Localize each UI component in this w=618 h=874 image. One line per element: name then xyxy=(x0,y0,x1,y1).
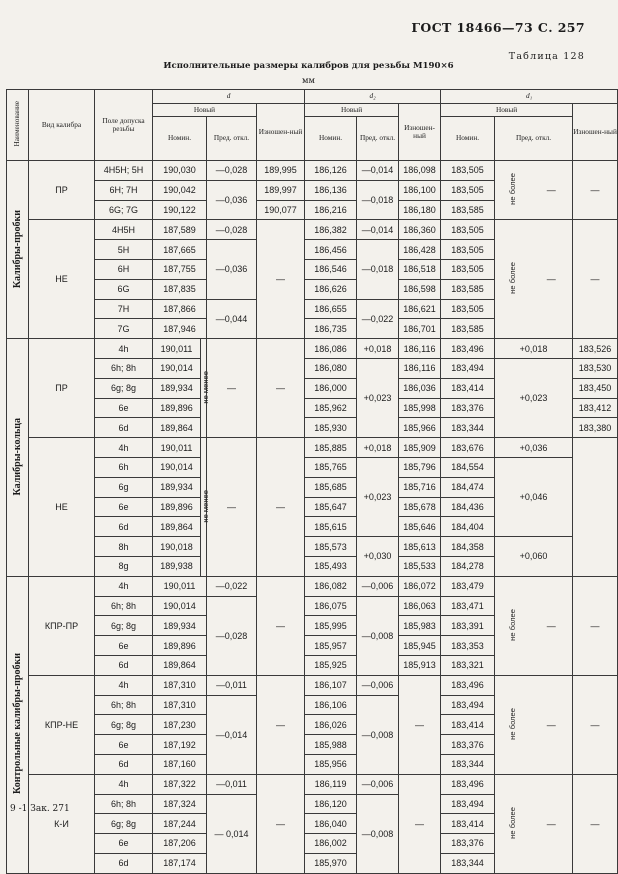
d-nominal: 187,946 xyxy=(153,319,207,339)
table-number: Таблица 128 xyxy=(508,51,585,62)
d2-nominal: 186,216 xyxy=(305,200,357,220)
table-row xyxy=(7,774,618,794)
d2-nominal: 185,956 xyxy=(305,754,357,774)
d1-nominal: 184,358 xyxy=(441,537,495,557)
d2-deviation: +0,023 xyxy=(357,457,399,536)
d2-nom-header: Номин. xyxy=(305,117,357,161)
d2-nominal: 186,456 xyxy=(305,240,357,260)
d-limit-note: не менее xyxy=(201,339,207,438)
d-nominal: 190,014 xyxy=(153,457,201,477)
d-worn: 190,077 xyxy=(257,200,305,220)
d2-nominal: 186,026 xyxy=(305,715,357,735)
d-nominal: 187,324 xyxy=(153,794,207,814)
table-row xyxy=(7,358,618,378)
d-worn: — xyxy=(257,675,305,774)
d2-new-header: Новый xyxy=(305,104,399,117)
col-tol-header: Поле допуска резьбы xyxy=(95,90,153,161)
d1-nominal: 183,376 xyxy=(441,735,495,755)
gauge-kind: КПР-ПР xyxy=(29,576,95,675)
d1-nominal: 183,494 xyxy=(441,794,495,814)
d-nominal: 187,589 xyxy=(153,220,207,240)
tolerance-field: 6G; 7G xyxy=(95,200,153,220)
d1-deviation: — xyxy=(531,576,573,675)
d-nominal: 190,042 xyxy=(153,180,207,200)
gauge-kind: КПР-НЕ xyxy=(29,675,95,774)
d1-worn: 183,450 xyxy=(573,378,618,398)
col-d-header: d xyxy=(153,90,305,104)
tolerance-field: 4H5H xyxy=(95,220,153,240)
d2-worn: 185,998 xyxy=(399,398,441,418)
d-deviation: —0,028 xyxy=(207,220,257,240)
d1-nominal: 183,344 xyxy=(441,418,495,438)
d1-nominal: 183,585 xyxy=(441,319,495,339)
d2-worn: 186,098 xyxy=(399,161,441,181)
d1-nominal: 184,436 xyxy=(441,497,495,517)
d1-limit-note: не более xyxy=(495,576,531,675)
tolerance-field: 4h xyxy=(95,774,153,794)
d1-nominal: 183,676 xyxy=(441,438,495,458)
d2-worn: 185,945 xyxy=(399,636,441,656)
d-nominal: 187,230 xyxy=(153,715,207,735)
d2-nominal: 185,995 xyxy=(305,616,357,636)
d-worn: — xyxy=(257,220,305,339)
d2-deviation: —0,006 xyxy=(357,675,399,695)
d2-worn: 186,360 xyxy=(399,220,441,240)
d1-nominal: 183,414 xyxy=(441,715,495,735)
d1-nominal: 183,321 xyxy=(441,655,495,675)
d1-limit-note: не более xyxy=(495,774,531,873)
d2-nominal: 185,885 xyxy=(305,438,357,458)
d2-worn: 186,598 xyxy=(399,279,441,299)
standard-header: ГОСТ 18466—73 С. 257 xyxy=(411,20,585,35)
d-nominal: 189,938 xyxy=(153,556,201,576)
d-nominal: 190,122 xyxy=(153,200,207,220)
d1-nominal: 183,376 xyxy=(441,398,495,418)
d2-deviation: —0,014 xyxy=(357,161,399,181)
d-deviation: —0,036 xyxy=(207,240,257,299)
d2-nominal: 185,930 xyxy=(305,418,357,438)
d2-nominal: 185,765 xyxy=(305,457,357,477)
d2-worn: 185,613 xyxy=(399,537,441,557)
tolerance-field: 6h; 8h xyxy=(95,358,153,378)
tolerance-field: 5H xyxy=(95,240,153,260)
d-nominal: 187,866 xyxy=(153,299,207,319)
tolerance-field: 6d xyxy=(95,418,153,438)
table-units: мм xyxy=(302,75,315,85)
d-nominal: 190,018 xyxy=(153,537,201,557)
tolerance-field: 6d xyxy=(95,517,153,537)
d-worn-header: Изношен-ный xyxy=(257,104,305,161)
d1-limit-note: не более xyxy=(495,220,531,339)
d1-limit-note: не более xyxy=(495,161,531,220)
d2-nominal: 185,962 xyxy=(305,398,357,418)
d2-worn: 186,116 xyxy=(399,358,441,378)
d1-nominal: 183,344 xyxy=(441,853,495,873)
tolerance-field: 4h xyxy=(95,339,153,359)
tolerance-field: 6e xyxy=(95,834,153,854)
d1-nominal: 183,414 xyxy=(441,814,495,834)
d2-nominal: 186,002 xyxy=(305,834,357,854)
d1-nominal: 183,391 xyxy=(441,616,495,636)
d2-nominal: 186,086 xyxy=(305,339,357,359)
d2-deviation: —0,008 xyxy=(357,695,399,774)
d1-worn: 183,380 xyxy=(573,418,618,438)
d1-deviation: +0,018 xyxy=(495,339,573,359)
d1-nominal: 183,496 xyxy=(441,774,495,794)
d-nominal: 190,011 xyxy=(153,576,207,596)
d2-nominal: 185,957 xyxy=(305,636,357,656)
table-row xyxy=(7,438,618,458)
d1-nominal: 183,505 xyxy=(441,240,495,260)
d2-worn: 185,913 xyxy=(399,655,441,675)
gauge-dimensions-table xyxy=(6,89,618,874)
d2-nominal: 186,119 xyxy=(305,774,357,794)
d2-worn: 186,116 xyxy=(399,339,441,359)
d1-nominal: 183,479 xyxy=(441,576,495,596)
d2-nominal: 186,626 xyxy=(305,279,357,299)
d1-nominal: 183,585 xyxy=(441,200,495,220)
tolerance-field: 6G xyxy=(95,279,153,299)
d2-nominal: 186,000 xyxy=(305,378,357,398)
d2-nominal: 186,126 xyxy=(305,161,357,181)
d2-nominal: 186,040 xyxy=(305,814,357,834)
d-deviation: —0,011 xyxy=(207,774,257,794)
d2-nominal: 186,075 xyxy=(305,596,357,616)
d2-worn: 186,621 xyxy=(399,299,441,319)
d2-nominal: 186,082 xyxy=(305,576,357,596)
table-row xyxy=(7,537,618,557)
col-kind-header: Вид калибра xyxy=(29,90,95,161)
d-nominal: 190,014 xyxy=(153,596,207,616)
d2-worn: 186,428 xyxy=(399,240,441,260)
d2-worn: — xyxy=(399,774,441,873)
d1-nominal: 183,505 xyxy=(441,161,495,181)
d-limit-note: не менее xyxy=(201,438,207,577)
d-nominal: 189,896 xyxy=(153,398,201,418)
table-row xyxy=(7,220,618,240)
tolerance-field: 8h xyxy=(95,537,153,557)
d-worn: 189,995 xyxy=(257,161,305,181)
d2-nominal: 185,988 xyxy=(305,735,357,755)
d2-worn: 186,063 xyxy=(399,596,441,616)
d-nominal: 190,011 xyxy=(153,339,201,359)
d-nominal: 189,864 xyxy=(153,418,201,438)
d1-nominal: 184,404 xyxy=(441,517,495,537)
table-title: Исполнительные размеры калибров для резьбы М190×6 xyxy=(163,61,454,71)
d1-nominal: 183,414 xyxy=(441,378,495,398)
d-nominal: 187,322 xyxy=(153,774,207,794)
tolerance-field: 6e xyxy=(95,497,153,517)
tolerance-field: 6h; 8h xyxy=(95,596,153,616)
table-row xyxy=(7,457,618,477)
d2-worn: 186,180 xyxy=(399,200,441,220)
d-deviation: —0,028 xyxy=(207,161,257,181)
d-deviation: —0,036 xyxy=(207,180,257,220)
d-nominal: 190,030 xyxy=(153,161,207,181)
group-label: Калибры-кольца xyxy=(7,339,29,577)
table-row xyxy=(7,675,618,695)
d2-worn: 186,036 xyxy=(399,378,441,398)
gauge-kind: ПР xyxy=(29,339,95,438)
d2-deviation: +0,023 xyxy=(357,358,399,437)
d2-deviation: +0,018 xyxy=(357,438,399,458)
d-worn: 189,997 xyxy=(257,180,305,200)
d2-deviation: +0,018 xyxy=(357,339,399,359)
d1-worn: 183,530 xyxy=(573,358,618,378)
d1-deviation: +0,036 xyxy=(495,438,573,458)
d1-nominal: 184,278 xyxy=(441,556,495,576)
d2-worn: 185,983 xyxy=(399,616,441,636)
d1-nominal: 183,585 xyxy=(441,279,495,299)
d-deviation: —0,014 xyxy=(207,695,257,774)
d1-nominal: 183,496 xyxy=(441,675,495,695)
d2-deviation: —0,006 xyxy=(357,576,399,596)
d2-worn: 186,072 xyxy=(399,576,441,596)
tolerance-field: 6e xyxy=(95,398,153,418)
d-nominal: 189,896 xyxy=(153,636,207,656)
tolerance-field: 6h xyxy=(95,457,153,477)
d2-deviation: —0,008 xyxy=(357,794,399,873)
d2-worn: — xyxy=(399,675,441,774)
d1-deviation: +0,023 xyxy=(495,358,573,437)
d-nominal: 189,896 xyxy=(153,497,201,517)
d-nominal: 189,864 xyxy=(153,655,207,675)
d-worn: — xyxy=(257,438,305,577)
gauge-kind: НЕ xyxy=(29,220,95,339)
tolerance-field: 4h xyxy=(95,576,153,596)
d1-deviation: — xyxy=(531,220,573,339)
tolerance-field: 6e xyxy=(95,636,153,656)
d1-nominal: 183,505 xyxy=(441,259,495,279)
d-nominal: 189,934 xyxy=(153,616,207,636)
tolerance-field: 8g xyxy=(95,556,153,576)
d-nominal: 190,011 xyxy=(153,438,201,458)
d2-nominal: 186,120 xyxy=(305,794,357,814)
d2-worn: 185,966 xyxy=(399,418,441,438)
d1-worn: — xyxy=(573,675,618,774)
d1-worn: — xyxy=(573,576,618,675)
tolerance-field: 7G xyxy=(95,319,153,339)
d2-worn: 186,100 xyxy=(399,180,441,200)
d2-worn: 185,909 xyxy=(399,438,441,458)
d2-nominal: 186,382 xyxy=(305,220,357,240)
table-row xyxy=(7,161,618,181)
d1-nominal: 183,496 xyxy=(441,339,495,359)
d-deviation: —0,044 xyxy=(207,299,257,339)
gauge-kind: НЕ xyxy=(29,438,95,577)
d1-new-header: Новый xyxy=(441,104,573,117)
col-d2-header: d₂ xyxy=(305,90,441,104)
d-nominal: 189,864 xyxy=(153,517,201,537)
d1-nominal: 183,494 xyxy=(441,358,495,378)
d2-deviation: —0,014 xyxy=(357,220,399,240)
d1-worn: — xyxy=(573,220,618,339)
d2-nominal: 186,107 xyxy=(305,675,357,695)
gauge-kind: К-И xyxy=(29,774,95,873)
tolerance-field: 6H; 7H xyxy=(95,180,153,200)
d-nominal: 187,206 xyxy=(153,834,207,854)
d-nominal: 187,310 xyxy=(153,675,207,695)
d-nominal: 187,835 xyxy=(153,279,207,299)
d-nominal: 187,192 xyxy=(153,735,207,755)
d-nominal: 187,174 xyxy=(153,853,207,873)
d2-nominal: 185,573 xyxy=(305,537,357,557)
d1-nominal: 183,494 xyxy=(441,695,495,715)
d1-nominal: 183,505 xyxy=(441,299,495,319)
d2-nominal: 186,655 xyxy=(305,299,357,319)
table-row xyxy=(7,576,618,596)
tolerance-field: 7H xyxy=(95,299,153,319)
d1-nominal: 183,505 xyxy=(441,180,495,200)
d-nominal: 189,934 xyxy=(153,378,201,398)
group-label: Контрольные калибры-пробки xyxy=(7,576,29,873)
d2-nominal: 185,615 xyxy=(305,517,357,537)
header-row-1 xyxy=(7,90,618,104)
d1-limit-note: не более xyxy=(495,675,531,774)
d-nominal: 187,755 xyxy=(153,259,207,279)
d-nominal: 187,244 xyxy=(153,814,207,834)
d2-dev-header: Пред. откл. xyxy=(357,117,399,161)
d1-nominal: 183,376 xyxy=(441,834,495,854)
page-footer: 9 -1 Зак. 271 xyxy=(10,804,70,814)
d2-worn: 185,716 xyxy=(399,477,441,497)
d1-nominal: 184,474 xyxy=(441,477,495,497)
d1-nominal: 184,554 xyxy=(441,457,495,477)
tolerance-field: 6g; 8g xyxy=(95,715,153,735)
d2-nominal: 186,546 xyxy=(305,259,357,279)
d1-nominal: 183,353 xyxy=(441,636,495,656)
d-worn: — xyxy=(257,339,305,438)
d-worn: — xyxy=(257,774,305,873)
d-deviation: — xyxy=(207,339,257,438)
d1-worn: 183,526 xyxy=(573,339,618,359)
d-deviation: — 0,014 xyxy=(207,794,257,873)
d1-worn: 183,412 xyxy=(573,398,618,418)
d-deviation: —0,028 xyxy=(207,596,257,675)
d-new-header: Новый xyxy=(153,104,257,117)
d1-dev-header: Пред. откл. xyxy=(495,117,573,161)
d2-worn: 185,678 xyxy=(399,497,441,517)
d-deviation: —0,022 xyxy=(207,576,257,596)
d1-deviation: — xyxy=(531,161,573,220)
d1-nom-header: Номин. xyxy=(441,117,495,161)
tolerance-field: 6h; 8h xyxy=(95,695,153,715)
d2-nominal: 186,080 xyxy=(305,358,357,378)
tolerance-field: 6d xyxy=(95,655,153,675)
d1-deviation: +0,046 xyxy=(495,457,573,536)
d2-nominal: 186,106 xyxy=(305,695,357,715)
d2-nominal: 185,970 xyxy=(305,853,357,873)
d1-deviation: +0,060 xyxy=(495,537,573,577)
d2-deviation: —0,018 xyxy=(357,180,399,220)
tolerance-field: 6d xyxy=(95,853,153,873)
d-deviation: — xyxy=(207,438,257,577)
d2-worn: 185,646 xyxy=(399,517,441,537)
tolerance-field: 4h xyxy=(95,675,153,695)
tolerance-field: 4h xyxy=(95,438,153,458)
d1-worn xyxy=(573,438,618,577)
d-nominal: 189,934 xyxy=(153,477,201,497)
d2-worn: 185,533 xyxy=(399,556,441,576)
d-nominal: 187,160 xyxy=(153,754,207,774)
d1-worn-header: Изношен-ный xyxy=(573,104,618,161)
d2-nominal: 185,647 xyxy=(305,497,357,517)
d1-nominal: 183,344 xyxy=(441,754,495,774)
d2-nominal: 185,493 xyxy=(305,556,357,576)
gauge-kind: ПР xyxy=(29,161,95,220)
d2-deviation: —0,006 xyxy=(357,774,399,794)
tolerance-field: 6e xyxy=(95,735,153,755)
tolerance-field: 6g; 8g xyxy=(95,378,153,398)
d-nominal: 190,014 xyxy=(153,358,201,378)
d2-worn-header: Изношен-ный xyxy=(399,104,441,161)
d-nominal: 187,310 xyxy=(153,695,207,715)
d1-deviation: — xyxy=(531,675,573,774)
col-d1-header: d₁ xyxy=(441,90,618,104)
d2-deviation: +0,030 xyxy=(357,537,399,577)
d2-nominal: 185,925 xyxy=(305,655,357,675)
d-worn: — xyxy=(257,576,305,675)
tolerance-field: 4H5H; 5H xyxy=(95,161,153,181)
table-row xyxy=(7,339,618,359)
d2-nominal: 185,685 xyxy=(305,477,357,497)
d2-deviation: —0,008 xyxy=(357,596,399,675)
d1-worn: — xyxy=(573,774,618,873)
col-name-header: Наименование xyxy=(7,90,29,161)
d2-worn: 186,701 xyxy=(399,319,441,339)
d2-worn: 185,796 xyxy=(399,457,441,477)
tolerance-field: 6d xyxy=(95,754,153,774)
group-label: Калибры-пробки xyxy=(7,161,29,339)
d1-worn: — xyxy=(573,161,618,220)
d-nominal: 187,665 xyxy=(153,240,207,260)
tolerance-field: 6H xyxy=(95,259,153,279)
d2-nominal: 186,735 xyxy=(305,319,357,339)
d1-deviation: — xyxy=(531,774,573,873)
d-dev-header: Пред. откл. xyxy=(207,117,257,161)
d-nom-header: Номин. xyxy=(153,117,207,161)
d1-nominal: 183,505 xyxy=(441,220,495,240)
d-deviation: —0,011 xyxy=(207,675,257,695)
d2-deviation: —0,018 xyxy=(357,240,399,299)
d2-nominal: 186,136 xyxy=(305,180,357,200)
d1-nominal: 183,471 xyxy=(441,596,495,616)
d2-worn: 186,518 xyxy=(399,259,441,279)
tolerance-field: 6h; 8h xyxy=(95,794,153,814)
tolerance-field: 6g xyxy=(95,477,153,497)
tolerance-field: 6g; 8g xyxy=(95,814,153,834)
tolerance-field: 6g; 8g xyxy=(95,616,153,636)
d2-deviation: —0,022 xyxy=(357,299,399,339)
